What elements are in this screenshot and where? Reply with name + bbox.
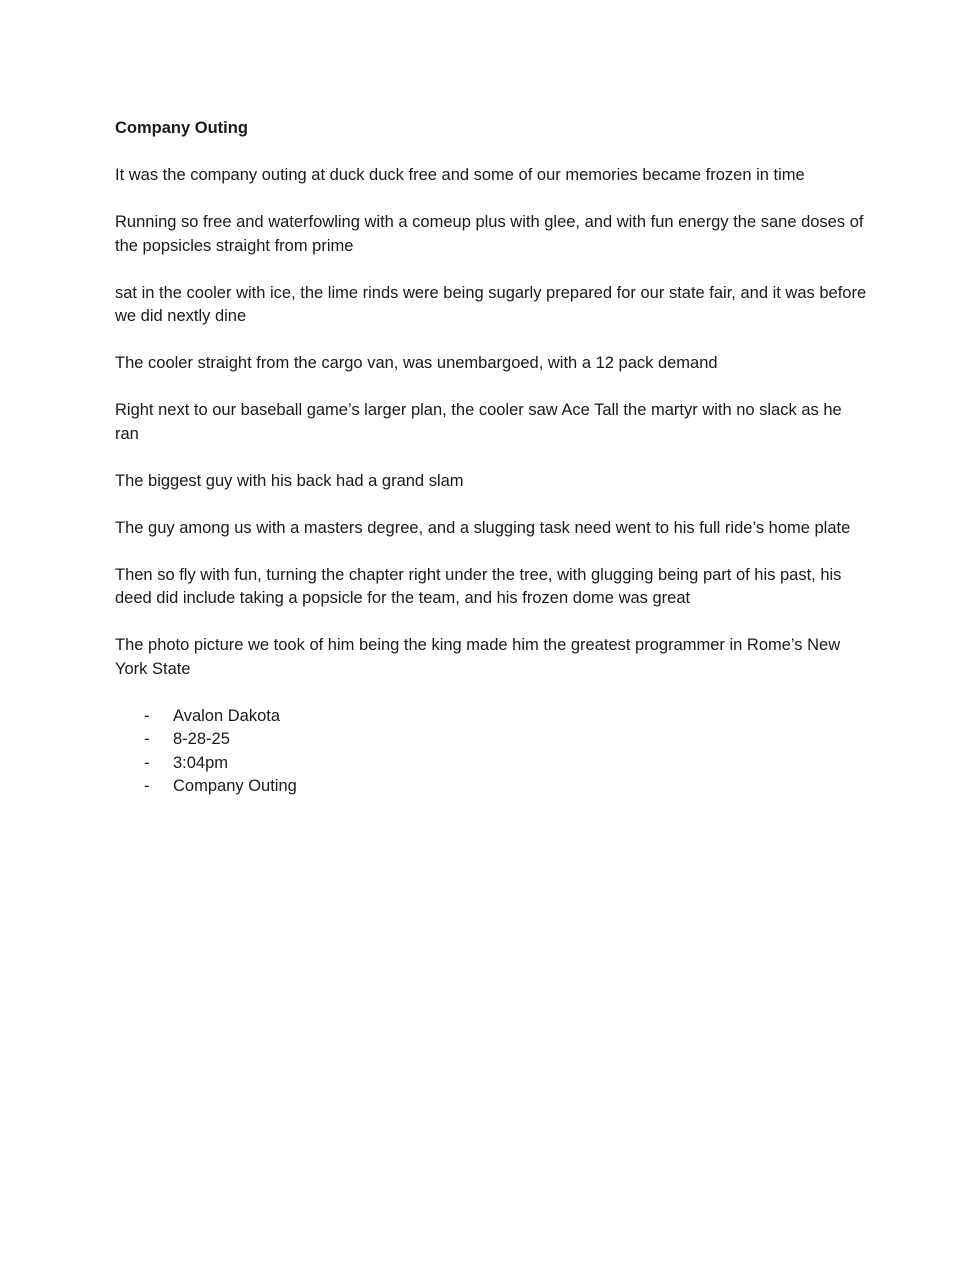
dash-bullet: - <box>144 777 150 795</box>
paragraph: The guy among us with a masters degree, and a slugging task need went to his full ride’s home plate <box>115 518 851 537</box>
dash-bullet: - <box>144 753 150 772</box>
dash-bullet: - <box>144 706 150 725</box>
paragraph: The cooler straight from the cargo van, was unembargoed, with a 12 pack demand <box>115 354 718 372</box>
signature-title <box>115 775 867 799</box>
signature-date-text: 8-28-25 <box>173 730 230 748</box>
paragraph: The photo picture we took of him being the king made him the greatest programmer in Rome’s New York State <box>115 636 841 678</box>
paragraph: It was the company outing at duck duck free and some of our memories became frozen in time <box>115 166 805 184</box>
paragraph: Right next to our baseball game’s larger plan, the cooler saw Ace Tall the martyr with no slack as he ran <box>115 401 842 443</box>
signature-time-text: 3:04pm <box>173 753 229 772</box>
paragraph: sat in the cooler with ice, the lime rinds were being sugarly prepared for our state fair, and it was before we did nextly dine <box>115 283 867 325</box>
signature-list <box>115 705 867 799</box>
signature-author-text: Avalon Dakota <box>173 706 281 725</box>
document-title: Company Outing <box>115 119 248 137</box>
paragraph: Then so fly with fun, turning the chapter right under the tree, with glugging being part of his past, his deed did include taking a popsicle for the team, and his frozen dome was great <box>115 565 842 607</box>
signature-date <box>115 728 867 752</box>
signature-title-text: Company Outing <box>173 777 297 795</box>
dash-bullet: - <box>144 730 150 748</box>
paragraph: The biggest guy with his back had a grand slam <box>115 471 464 490</box>
signature-author <box>115 705 867 729</box>
paragraph: Running so free and waterfowling with a comeup plus with glee, and with fun energy the sane doses of the popsicles straight from prime <box>115 213 864 255</box>
document-body <box>115 117 867 799</box>
signature-time <box>115 752 867 776</box>
